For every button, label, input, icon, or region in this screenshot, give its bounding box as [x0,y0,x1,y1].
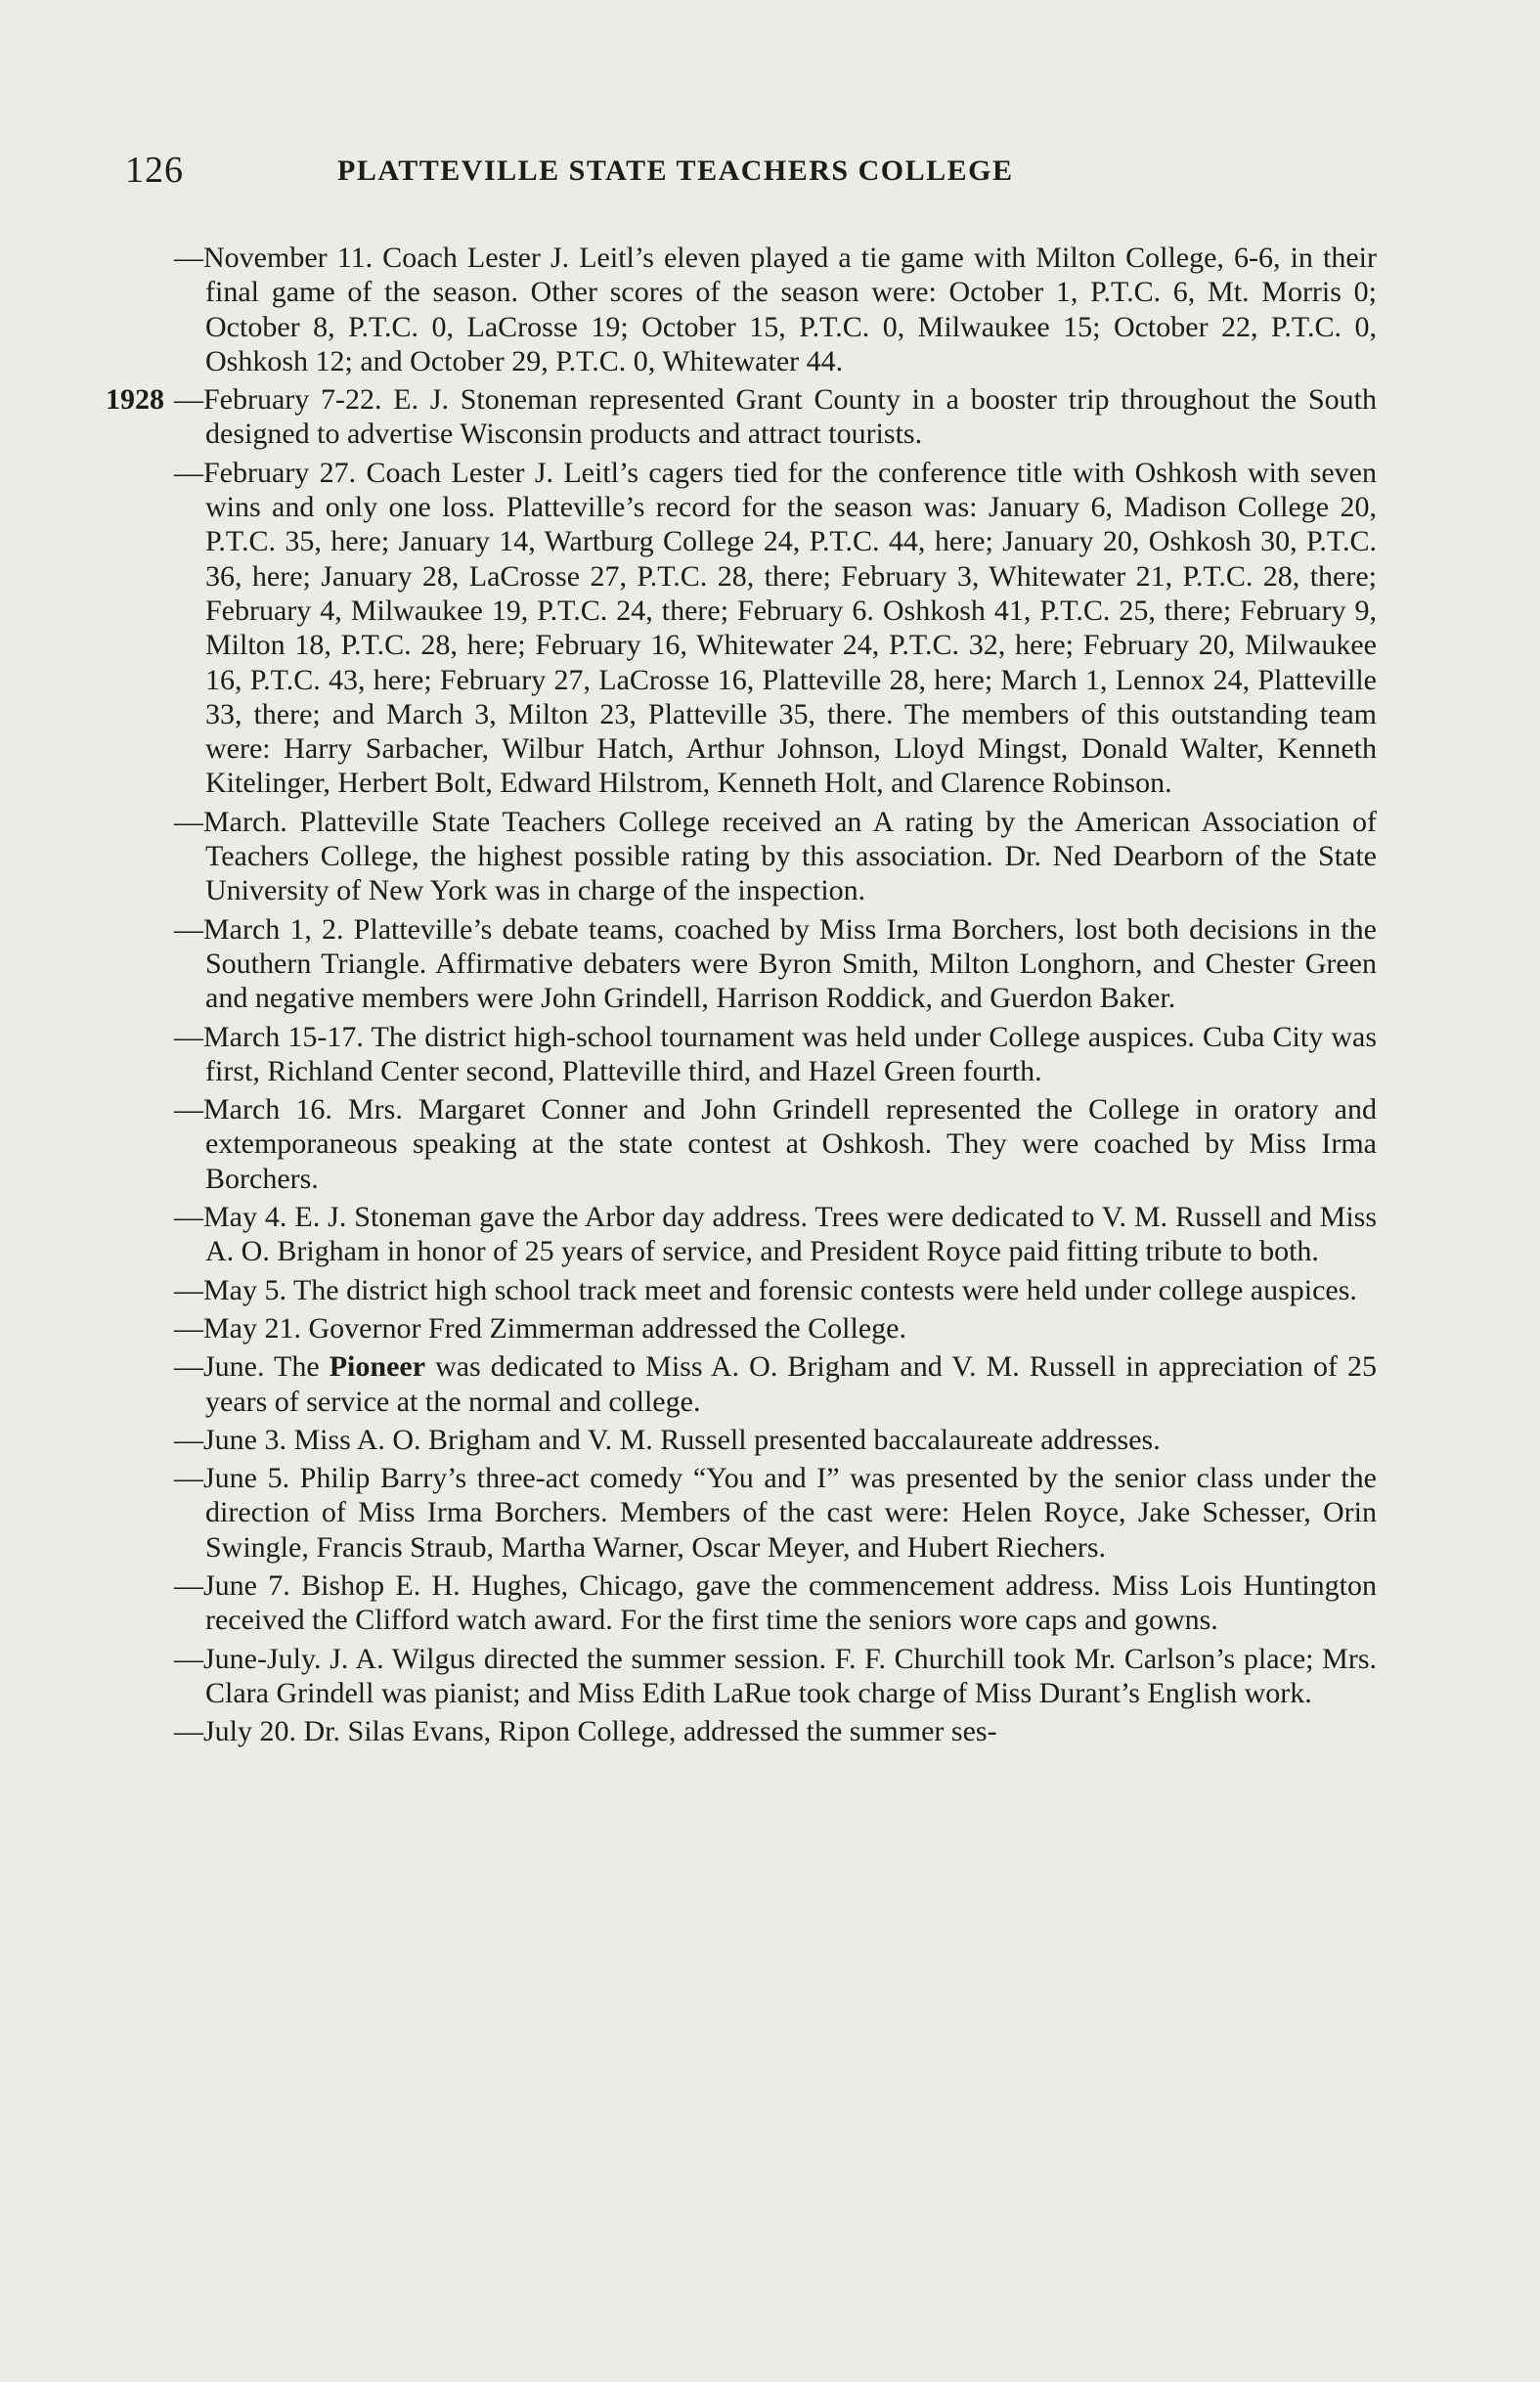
entry-text: —March 15-17. The district high-school tournament was held under College auspices. Cuba City was first, Richland Center second, Platteville third, and Hazel Green fourth. [174,1020,1377,1087]
entry-text-bold: Pioneer [329,1350,426,1384]
entry-text: —June-July. J. A. Wilgus directed the summer session. F. F. Churchill took Mr. Carlson’s place; Mrs. Clara Grindell was pianist; and Miss Edith LaRue took charge of Miss Durant’s English work. [174,1642,1377,1709]
entry-june-5 [174,1461,1377,1565]
entry-text: —June 3. Miss A. O. Brigham and V. M. Russell presented baccalaureate addresses. [174,1423,1161,1456]
entry-may-21 [174,1311,1377,1345]
entry-text: —June 5. Philip Barry’s three-act comedy “You and I” was presented by the senior class under the direction of Miss Irma Borchers. Members of the cast were: Helen Royce, Jake Schesser, Orin Swingle, Francis Straub, Martha Warner, Oscar Meyer, and Hubert Riechers. [174,1462,1377,1564]
entry-text: —March 1, 2. Platteville’s debate teams, coached by Miss Irma Borchers, lost both decisions in the Southern Triangle. Affirmative debaters were Byron Smith, Milton Longhorn, and Chester Green and negative members were John Grindell, Harrison Roddick, and Guerdon Baker. [174,912,1377,1015]
entry-text: —May 21. Governor Fred Zimmerman addressed the College. [174,1311,906,1345]
entry-text: —June 7. Bishop E. H. Hughes, Chicago, gave the commencement address. Miss Lois Huntington received the Clifford watch award. For the first time the seniors wore caps and gowns. [174,1568,1377,1637]
entry-may-4 [174,1200,1377,1269]
entry-march-16 [174,1092,1377,1196]
entry-june [174,1349,1377,1419]
entry-text: —March. Platteville State Teachers College received an A rating by the American Association of Teachers College, the highest possible rating by this association. Dr. Ned Dearborn of the State University of New York was in charge of the inspection. [174,805,1377,907]
entry-text: —May 5. The district high school track meet and forensic contests were held under college auspices. [174,1273,1357,1306]
page-number: 126 [125,150,184,191]
entry-march-15-17 [174,1020,1377,1089]
entry-text: —March 16. Mrs. Margaret Conner and John Grindell represented the College in oratory and extemporaneous speaking at the state contest at Oshkosh. They were coached by Miss Irma Borchers. [174,1093,1377,1195]
entry-text: —February 7-22. E. J. Stoneman represented Grant County in a booster trip throughout the South designed to advertise Wisconsin products and attract tourists. [174,383,1377,451]
entry-year: 1928 [106,383,164,417]
running-head: PLATTEVILLE STATE TEACHERS COLLEGE [337,154,1014,187]
entry-text: —June. The [174,1350,330,1384]
entry-text-end: was dedicated to Miss A. O. Brigham and V. M. Russell in appreciation of 25 years of service at the normal and college. [205,1350,1377,1418]
entry-march-1-2 [174,912,1377,1016]
entry-text: —May 4. E. J. Stoneman gave the Arbor day address. Trees were dedicated to V. M. Russell and Miss A. O. Brigham in honor of 25 years of service, and President Royce paid fitting tribute to both. [174,1201,1377,1268]
entry-text: —July 20. Dr. Silas Evans, Ripon College, addressed the summer ses- [174,1715,997,1748]
entry-text: —February 27. Coach Lester J. Leitl’s cagers tied for the conference title with Oshkosh with seven wins and only one loss. Platteville’s record for the season was: January 6, Madison College 20, P.T.C. 35, here; January 14, Wartburg College 24, P.T.C. 44, here; January 20, Oshkosh 30, P.T.C. 36, here; January 28, LaCrosse 27, P.T.C. 28, there; February 3, Whitewater 21, P.T.C. 28, there; February 4, Milwaukee 19, P.T.C. 24, there; February 6. Oshkosh 41, P.T.C. 25, there; February 9, Milton 18, P.T.C. 28, here; February 16, Whitewater 24, P.T.C. 32, here; February 20, Milwaukee 16, P.T.C. 43, here; February 27, LaCrosse 16, Platteville 28, here; March 1, Lennox 24, Platteville 33, there; and March 3, Milton 23, Platteville 35, there. The members of this outstanding team were: Harry Sarbacher, Wilbur Hatch, Arthur Johnson, Lloyd Mingst, Donald Walter, Kenneth Kitelinger, Herbert Bolt, Edward Hilstrom, Kenneth Holt, and Clarence Robinson. [174,456,1377,800]
entry-may-5 [174,1273,1377,1307]
entry-feb-7-22 [106,382,1377,452]
entry-june-july [174,1642,1377,1711]
entry-june-3 [174,1423,1377,1457]
entry-text: —November 11. Coach Lester J. Leitl’s eleven played a tie game with Milton College, 6-6, in their final game of the season. Other scores of the season were: October 1, P.T.C. 6, Mt. Morris 0; October 8, P.T.C. 0, LaCrosse 19; October 15, P.T.C. 0, Milwaukee 15; October 22, P.T.C. 0, Oshkosh 12; and October 29, P.T.C. 0, Whitewater 44. [174,242,1377,377]
entry-1927-nov-11 [174,241,1377,378]
chronology-entries [106,241,1377,1752]
entry-feb-27 [174,456,1377,801]
entry-july-20 [174,1714,1377,1748]
entry-march [174,805,1377,908]
entry-june-7 [174,1568,1377,1638]
